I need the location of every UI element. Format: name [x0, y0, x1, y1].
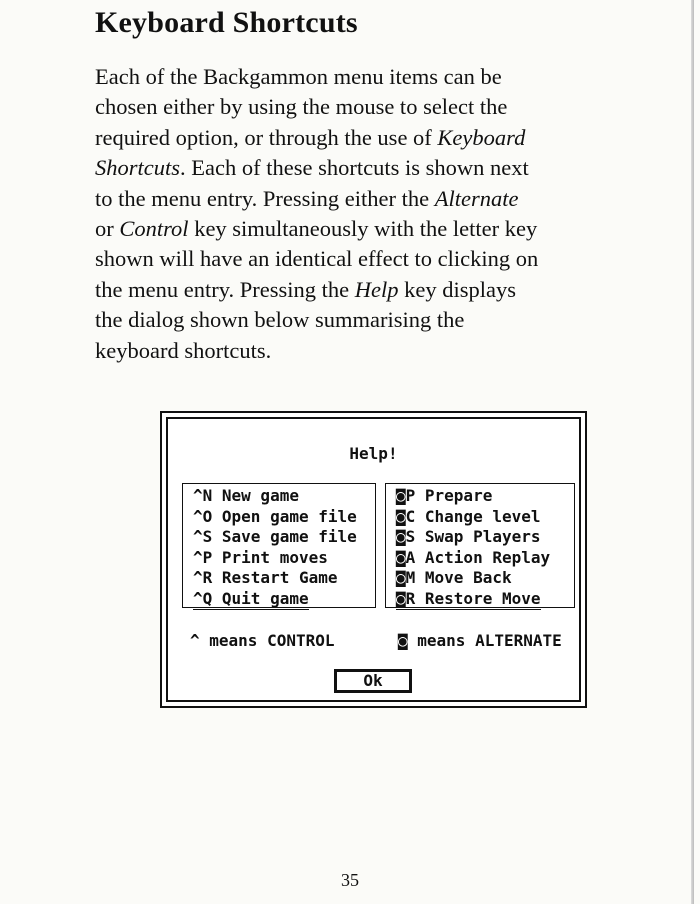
body-text-run: key displays — [398, 276, 516, 302]
alternate-shortcut-item: ◙R Restore Move — [396, 589, 541, 611]
alternate-shortcuts-panel — [385, 483, 575, 608]
body-line — [95, 275, 675, 305]
body-emphasis: Keyboard — [437, 124, 526, 150]
body-emphasis: Alternate — [434, 185, 519, 211]
control-shortcut-item: ^Q Quit game — [193, 589, 309, 611]
help-dialog-frame — [166, 417, 581, 702]
body-text-run: the menu entry. Pressing the — [95, 276, 355, 302]
alternate-shortcut-item: ◙A Action Replay — [396, 547, 551, 567]
alternate-shortcut-item: ◙S Swap Players — [396, 527, 541, 546]
control-legend: ^ means CONTROL — [190, 631, 335, 650]
control-shortcut-item: ^S Save game file — [193, 527, 357, 546]
body-line — [95, 336, 675, 366]
control-shortcut-item: ^O Open game file — [193, 506, 357, 526]
body-line — [95, 214, 675, 244]
page-number: 35 — [341, 870, 359, 890]
alternate-shortcut-item: ◙P Prepare — [396, 486, 493, 505]
control-shortcut-item: ^R Restart Game — [193, 568, 338, 587]
body-text-run: or — [95, 216, 120, 242]
body-text-run: required option, or through the use of — [95, 124, 438, 150]
body-paragraph — [95, 62, 675, 366]
body-line — [95, 153, 675, 183]
body-line — [95, 62, 675, 92]
body-line — [95, 92, 675, 122]
body-text-run: . Each of these shortcuts is shown next — [180, 155, 529, 181]
body-line — [95, 123, 675, 153]
alternate-shortcut-item: ◙M Move Back — [396, 568, 512, 587]
alternate-legend: ◙ means ALTERNATE — [398, 631, 562, 650]
body-text-run: to the menu entry. Pressing either the — [95, 185, 435, 211]
body-text-run: Each of the Backgammon menu items can be — [95, 64, 502, 89]
body-text-run: chosen either by using the mouse to select the — [95, 94, 508, 120]
body-emphasis: Shortcuts — [95, 155, 181, 181]
control-shortcut-item: ^N New game — [193, 486, 299, 505]
body-text-run: shown will have an identical effect to clicking on — [95, 246, 539, 272]
control-shortcuts-panel — [182, 483, 376, 608]
ok-button[interactable]: Ok — [334, 669, 412, 693]
body-emphasis: Help — [354, 276, 399, 302]
body-line — [95, 305, 675, 335]
body-line — [95, 244, 675, 274]
body-line — [95, 184, 675, 214]
page-edge — [691, 0, 694, 904]
body-emphasis: Control — [119, 216, 189, 242]
control-shortcut-item: ^P Print moves — [193, 547, 328, 567]
alternate-shortcut-item: ◙C Change level — [396, 506, 541, 526]
body-text-run: the dialog shown below summarising the — [95, 307, 465, 333]
help-dialog — [160, 411, 587, 708]
dialog-title: Help! — [349, 444, 398, 463]
page-heading: Keyboard Shortcuts — [95, 6, 358, 39]
body-text-run: keyboard shortcuts. — [95, 337, 272, 363]
body-text-run: key simultaneously with the letter key — [188, 216, 538, 242]
